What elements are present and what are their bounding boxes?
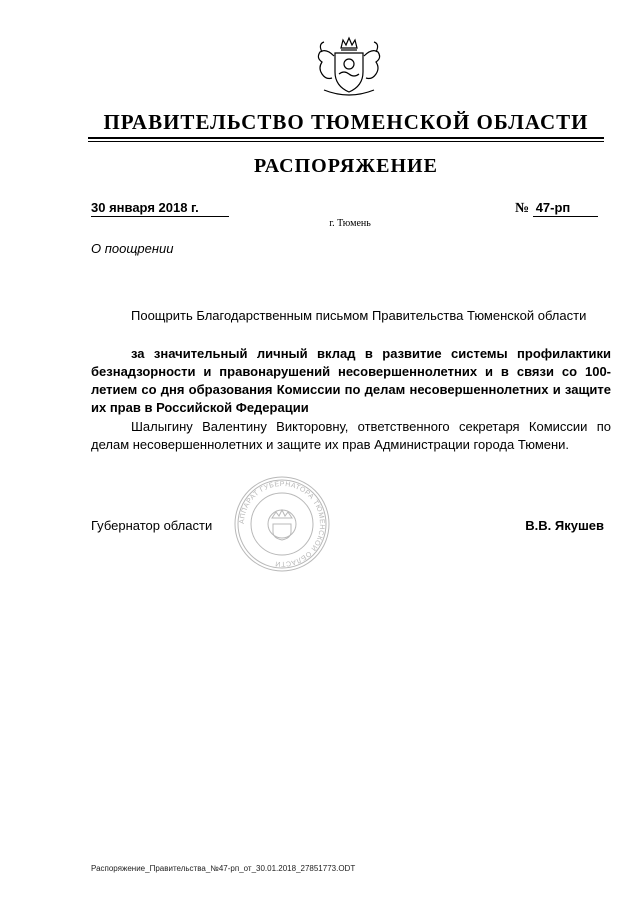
- official-seal-icon: [232, 474, 332, 574]
- organization-title: ПРАВИТЕЛЬСТВО ТЮМЕНСКОЙ ОБЛАСТИ: [103, 110, 589, 134]
- signatory-title: Губернатор области: [91, 518, 213, 533]
- body-paragraph-2: за значительный личный вклад в развитие системы профилактики безнадзорности и правонарушений несовершеннолетних и в связи со 100-летием со дня образования Комиссии по делам несовершеннолетних и защите их прав в Российской Федерации: [91, 346, 611, 415]
- number-value: 47-рп: [533, 200, 598, 217]
- document-date: 30 января 2018 г.: [91, 200, 229, 217]
- body-paragraph-3: Шалыгину Валентину Викторовну, ответственного секретаря Комиссии по делам несовершеннолетних и защите их прав Администрации города Тюмени.: [91, 419, 611, 452]
- document-city: г. Тюмень: [329, 218, 371, 229]
- signatory-name: В.В. Якушев: [525, 518, 604, 533]
- header-rule-thick: [88, 137, 604, 139]
- number-label: №: [515, 201, 530, 216]
- coat-of-arms-icon: [308, 34, 390, 102]
- footer-filename: Распоряжение_Правительства_№47-рп_от_30.01.2018_27851773.ODT: [91, 864, 356, 873]
- seal-text: АППАРАТ ГУБЕРНАТОРА ТЮМЕНСКОЙ ОБЛАСТИ: [238, 480, 326, 568]
- document-subject: О поощрении: [91, 241, 174, 256]
- header-rule-thin: [88, 141, 604, 142]
- document-type: РАСПОРЯЖЕНИЕ: [254, 155, 438, 177]
- body-paragraph-1: Поощрить Благодарственным письмом Правительства Тюменской области: [131, 308, 587, 323]
- document-number: [515, 200, 603, 217]
